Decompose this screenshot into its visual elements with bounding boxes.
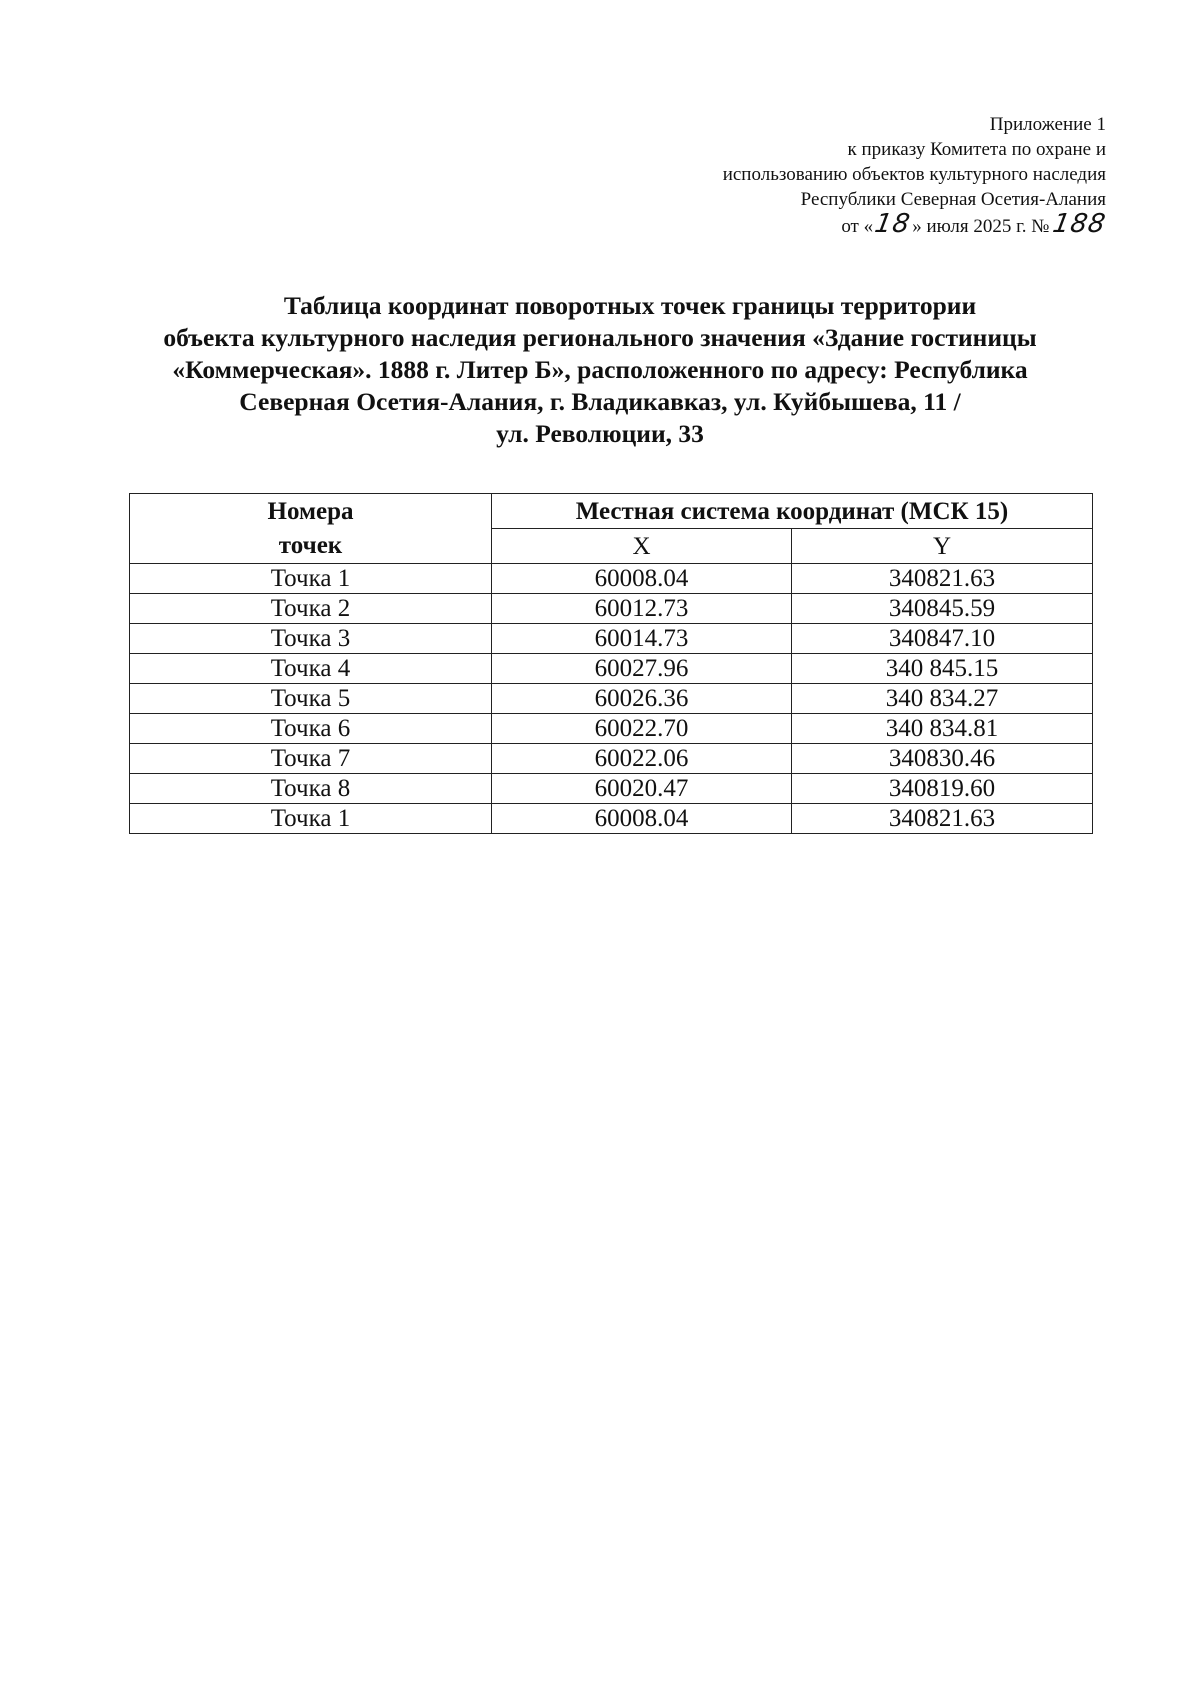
x-column-header: X [492, 529, 792, 564]
y-value: 340821.63 [792, 564, 1093, 594]
x-value: 60014.73 [492, 624, 792, 654]
points-header-line1: Номера [267, 497, 354, 525]
coordinates-table [129, 493, 1093, 834]
y-value: 340 834.81 [792, 714, 1093, 744]
table-row [130, 744, 1093, 774]
point-name: Точка 5 [130, 684, 492, 714]
point-name: Точка 4 [130, 654, 492, 684]
handwritten-day: 18 [872, 209, 913, 239]
table-row [130, 624, 1093, 654]
date-suffix: » июля 2025 г. № [912, 216, 1050, 237]
x-value: 60027.96 [492, 654, 792, 684]
x-value: 60026.36 [492, 684, 792, 714]
coordinate-system-header: Местная система координат (МСК 15) [492, 494, 1093, 529]
title-line: Таблица координат поворотных точек границы территории [283, 291, 977, 320]
table-header-row [130, 494, 1093, 529]
title-line: «Коммерческая». 1888 г. Литер Б», расположенного по адресу: Республика [172, 355, 1028, 384]
table-row [130, 774, 1093, 804]
title-line: ул. Революции, 33 [496, 419, 704, 448]
handwritten-order-number: 188 [1050, 209, 1109, 239]
x-value: 60022.70 [492, 714, 792, 744]
table-row [130, 564, 1093, 594]
appendix-order-ref: к приказу Комитета по охране и [847, 139, 1106, 160]
x-value: 60008.04 [492, 804, 792, 834]
x-value: 60012.73 [492, 594, 792, 624]
y-value: 340819.60 [792, 774, 1093, 804]
y-value: 340847.10 [792, 624, 1093, 654]
y-value: 340 845.15 [792, 654, 1093, 684]
point-name: Точка 1 [130, 564, 492, 594]
points-column-header [130, 494, 492, 564]
point-name: Точка 6 [130, 714, 492, 744]
points-header-line2: точек [278, 531, 343, 559]
y-value: 340821.63 [792, 804, 1093, 834]
appendix-date-line [723, 209, 1109, 239]
appendix-committee: использованию объектов культурного наследия [722, 164, 1106, 185]
point-name: Точка 2 [130, 594, 492, 624]
table-row [130, 654, 1093, 684]
appendix-header [722, 112, 1109, 239]
y-column-header: Y [792, 529, 1093, 564]
y-value: 340830.46 [792, 744, 1093, 774]
appendix-title: Приложение 1 [989, 114, 1106, 135]
title-line: Северная Осетия-Алания, г. Владикавказ, ул. Куйбышева, 11 / [239, 387, 961, 416]
x-value: 60008.04 [492, 564, 792, 594]
table-row [130, 804, 1093, 834]
title-line: объекта культурного наследия регионального значения «Здание гостиницы [163, 323, 1037, 352]
point-name: Точка 8 [130, 774, 492, 804]
y-value: 340845.59 [792, 594, 1093, 624]
x-value: 60020.47 [492, 774, 792, 804]
point-name: Точка 7 [130, 744, 492, 774]
table-row [130, 594, 1093, 624]
table-row [130, 714, 1093, 744]
date-prefix: от « [841, 216, 874, 237]
point-name: Точка 3 [130, 624, 492, 654]
table-row [130, 684, 1093, 714]
x-value: 60022.06 [492, 744, 792, 774]
appendix-republic: Республики Северная Осетия-Алания [800, 189, 1106, 210]
y-value: 340 834.27 [792, 684, 1093, 714]
document-title [80, 290, 1120, 450]
point-name: Точка 1 [130, 804, 492, 834]
